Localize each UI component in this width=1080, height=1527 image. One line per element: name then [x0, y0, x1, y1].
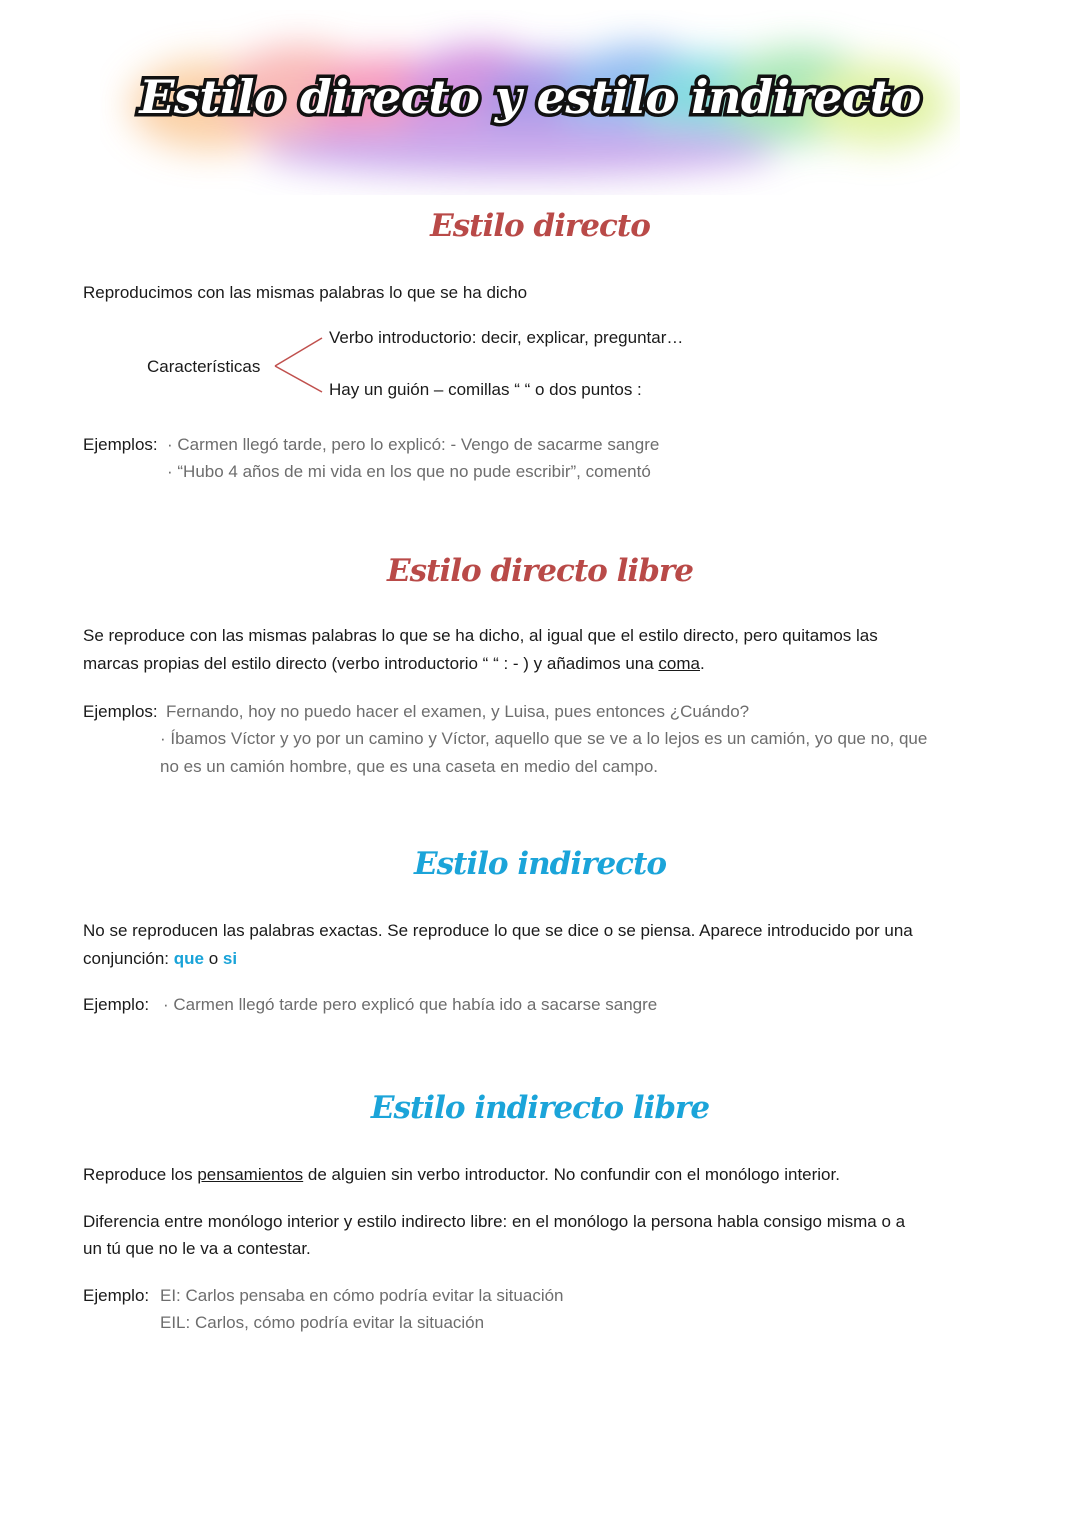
underlined-word: coma — [658, 654, 700, 673]
heading-estilo-indirecto-libre: Estilo indirecto libre — [370, 1090, 710, 1126]
example-label: Ejemplo: — [83, 1286, 150, 1305]
characteristics-label: Características — [147, 357, 261, 376]
indirecto-line: No se reproducen las palabras exactas. Se reproduce lo que se dice o se piensa. Aparece introducido por una — [83, 921, 913, 940]
bracket-lines — [270, 332, 330, 396]
keyword-que: que — [173, 949, 204, 968]
example-line: Fernando, hoy no puedo hacer el examen, y Luisa, pues entonces ¿Cuándo? — [166, 702, 750, 721]
example-line: · Carmen llegó tarde, pero lo explicó: - Vengo de sacarme sangre — [167, 435, 660, 454]
directo-libre-line: marcas propias del estilo directo (verbo introductorio “ “ : - ) y añadimos una coma. — [83, 654, 705, 673]
keyword-si: si — [222, 949, 238, 968]
underlined-word: pensamientos — [197, 1165, 304, 1184]
example-line: · Íbamos Víctor y yo por un camino y Víctor, aquello que se ve a lo lejos es un camión, yo que no, que — [160, 729, 928, 748]
example-line: · “Hubo 4 años de mi vida en los que no pude escribir”, comentó — [167, 462, 651, 481]
directo-definition: Reproducimos con las mismas palabras lo que se ha dicho — [83, 283, 528, 302]
heading-estilo-directo-libre: Estilo directo libre — [387, 553, 693, 589]
indirecto-line: conjunción: que o si — [83, 949, 238, 968]
difference-line: Diferencia entre monólogo interior y estilo indirecto libre: en el monólogo la persona habla consigo misma o a — [83, 1212, 906, 1231]
characteristic-item: Verbo introductorio: decir, explicar, preguntar… — [329, 328, 684, 347]
heading-estilo-indirecto: Estilo indirecto — [413, 846, 667, 882]
heading-estilo-directo: Estilo directo — [430, 208, 650, 244]
characteristic-item: Hay un guión – comillas “ “ o dos puntos : — [329, 380, 642, 399]
examples-label: Ejemplos: — [83, 435, 158, 454]
example-line: EI: Carlos pensaba en cómo podría evitar la situación — [160, 1286, 564, 1305]
indirecto-libre-line: Reproduce los pensamientos de alguien sin verbo introductor. No confundir con el monólogo interior. — [83, 1165, 840, 1184]
title-banner — [100, 10, 960, 195]
page-title: Estilo directo y estilo indirecto — [139, 70, 921, 124]
difference-line: un tú que no le va a contestar. — [83, 1239, 311, 1258]
directo-libre-line: Se reproduce con las mismas palabras lo que se ha dicho, al igual que el estilo directo, pero quitamos las — [83, 626, 878, 645]
example-label: Ejemplo: — [83, 995, 150, 1014]
example-line: no es un camión hombre, que es una caseta en medio del campo. — [160, 757, 659, 776]
example-line: · Carmen llegó tarde pero explicó que había ido a sacarse sangre — [163, 995, 658, 1014]
examples-label: Ejemplos: — [83, 702, 158, 721]
example-line: EIL: Carlos, cómo podría evitar la situación — [160, 1313, 485, 1332]
